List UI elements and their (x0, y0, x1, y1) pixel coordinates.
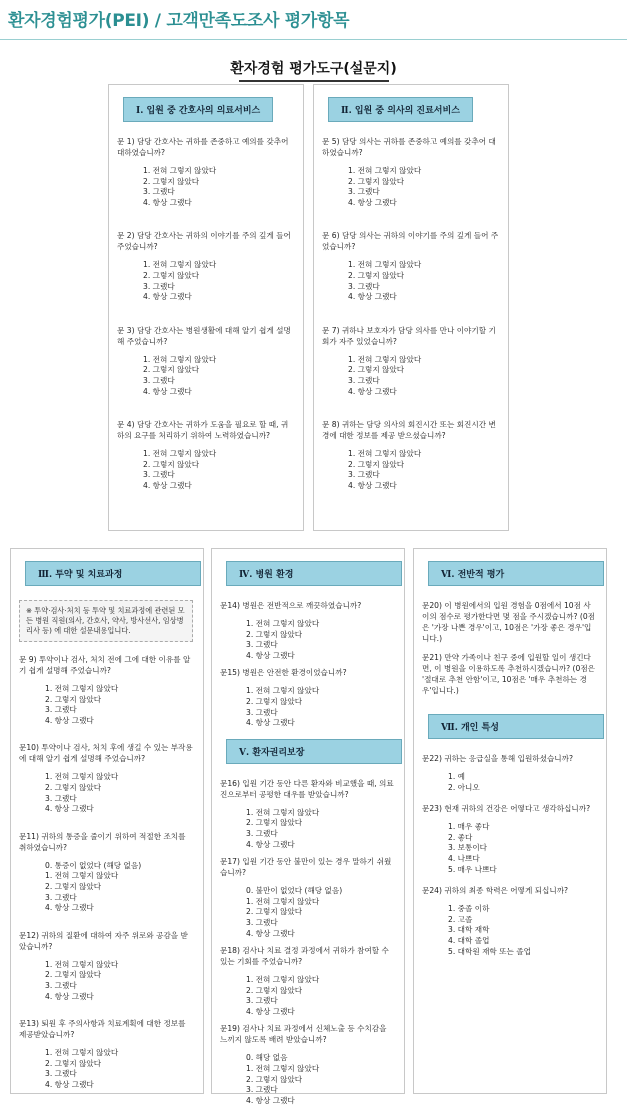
document-title: 환자경험 평가도구(설문지) (0, 58, 627, 82)
answer-option: 2. 고졸 (448, 914, 473, 924)
answer-option: 3. 보통이다 (448, 843, 488, 853)
answer-option: 1. 전혀 그렇지 않았다 (246, 1064, 320, 1074)
question-text: 문23) 현재 귀하의 건강은 어떻다고 생각하십니까? (422, 804, 591, 814)
question-text: 문13) 퇴원 후 주의사항과 치료계획에 대한 정보를 제공받았습니까? (19, 1019, 186, 1040)
answer-option: 1. 전혀 그렇지 않았다 (143, 354, 217, 364)
answer-option: 3. 그랬다 (246, 1085, 278, 1095)
question-item (220, 856, 396, 939)
question-item (19, 654, 195, 726)
question-item (220, 1023, 396, 1106)
answer-option: 2. 그렇지 않았다 (143, 365, 200, 375)
answer-option: 4. 항상 그랬다 (143, 197, 192, 207)
answer-option: 1. 전혀 그렇지 않았다 (246, 619, 320, 628)
answer-option: 3. 그랬다 (348, 470, 380, 480)
question-text: 문 8) 귀하는 담당 의사의 회진시간 또는 회진시간 변경에 대한 정보를 제공 받으셨습니까? (322, 420, 496, 441)
question-item (117, 419, 295, 491)
question-text: 문 1) 담당 간호사는 귀하를 존중하고 예의를 갖추어 대하였습니까? (117, 137, 289, 157)
question-text: 문 5) 담당 의사는 귀하를 존중하고 예의를 갖추어 대하였습니까? (322, 137, 496, 157)
title-divider (0, 39, 627, 40)
answer-option: 0. 통증이 없었다 (해당 없음) (45, 860, 142, 870)
option-list (246, 886, 396, 939)
answer-option: 2. 그렇지 않았다 (143, 270, 200, 280)
answer-option: 3. 그랬다 (246, 917, 278, 927)
answer-option: 0. 불만이 없었다 (해당 없음) (246, 886, 343, 896)
answer-option: 2. 그렇지 않았다 (348, 365, 405, 375)
answer-option: 3. 그랬다 (246, 707, 278, 717)
question-item (19, 1018, 195, 1090)
answer-option: 4. 대학 졸업 (448, 935, 490, 945)
section-panel-3 (10, 548, 204, 1094)
answer-option: 1. 전혀 그렇지 않았다 (348, 449, 422, 459)
answer-option: 2. 그렇지 않았다 (246, 629, 303, 639)
answer-option: 2. 그렇지 않았다 (45, 970, 102, 980)
option-list (45, 1048, 195, 1090)
question-text: 문11) 귀하의 통증을 줄이기 위하여 적절한 조치를 취하였습니까? (19, 831, 186, 852)
option-list (246, 686, 396, 728)
option-list (448, 822, 598, 875)
option-list (246, 619, 396, 661)
section-title: Ⅳ. 병원 환경 (226, 561, 402, 586)
answer-option: 4. 항상 그랬다 (348, 386, 397, 396)
section-title: Ⅴ. 환자권리보장 (226, 739, 402, 764)
option-list (45, 684, 195, 726)
answer-option: 4. 항상 그랬다 (348, 480, 397, 490)
answer-option: 4. 항상 그랬다 (246, 718, 295, 728)
answer-option: 3. 그랬다 (143, 281, 175, 291)
question-list (19, 654, 195, 1090)
answer-option: 2. 그렇지 않았다 (143, 176, 200, 186)
question-item (422, 753, 598, 793)
option-list (246, 975, 396, 1017)
question-text: 문17) 입원 기간 동안 불만이 있는 경우 말하기 쉬웠습니까? (220, 857, 392, 878)
answer-option: 4. 항상 그랬다 (45, 1079, 94, 1089)
answer-option: 1. 매우 좋다 (448, 822, 490, 832)
answer-option: 1. 전혀 그렇지 않았다 (45, 959, 119, 969)
answer-option: 2. 그렇지 않았다 (348, 459, 405, 469)
section-note: ※ 투약·검사·처치 등 투약 및 치료과정에 관련된 모든 병원 직원(의사, 간호사, 약사, 방사선사, 임상병리사 등) 에 대한 설문내용입니다. (19, 600, 193, 642)
answer-option: 3. 그랬다 (45, 892, 77, 902)
answer-option: 3. 그랬다 (246, 828, 278, 838)
question-item (117, 230, 295, 302)
question-text: 문 4) 담당 간호사는 귀하가 도움을 필요로 할 때, 귀하의 요구를 처리하기 위하여 노력하였습니까? (117, 420, 289, 441)
question-list (422, 600, 598, 696)
answer-option: 2. 그렇지 않았다 (143, 459, 200, 469)
section-title: Ⅰ. 입원 중 간호사의 의료서비스 (123, 97, 273, 122)
option-list (448, 904, 598, 957)
option-list (143, 355, 295, 397)
question-list (220, 600, 396, 729)
answer-option: 4. 나쁘다 (448, 853, 480, 863)
question-item (322, 419, 500, 491)
answer-option: 3. 그랬다 (348, 375, 380, 385)
section-title: Ⅵ. 전반적 평가 (428, 561, 604, 586)
answer-option: 1. 전혀 그렇지 않았다 (246, 807, 320, 817)
answer-option: 4. 항상 그랬다 (348, 292, 397, 302)
answer-option: 2. 그렇지 않았다 (246, 985, 303, 995)
answer-option: 1. 전혀 그렇지 않았다 (246, 896, 320, 906)
answer-option: 4. 항상 그랬다 (45, 715, 94, 725)
answer-option: 3. 그랬다 (143, 375, 175, 385)
answer-option: 1. 전혀 그렇지 않았다 (246, 975, 320, 985)
question-item (19, 831, 195, 914)
question-text: 문 6) 담당 의사는 귀하의 이야기를 주의 깊게 들어 주었습니까? (322, 231, 499, 252)
question-item (19, 742, 195, 814)
answer-option: 1. 전혀 그렇지 않았다 (348, 166, 422, 175)
question-text: 문24) 귀하의 최종 학력은 어떻게 되십니까? (422, 886, 569, 896)
answer-option: 2. 그렇지 않았다 (246, 818, 303, 828)
answer-option: 1. 전혀 그렇지 않았다 (143, 166, 217, 175)
answer-option: 4. 항상 그랬다 (143, 480, 192, 490)
question-item (322, 230, 500, 302)
question-item (19, 930, 195, 1002)
page-title: 환자경험평가(PEI) / 고객만족도조사 평가항목 (8, 11, 350, 31)
section-title: Ⅲ. 투약 및 치료과정 (25, 561, 201, 586)
answer-option: 3. 그랬다 (45, 705, 77, 715)
answer-option: 2. 아니오 (448, 782, 480, 792)
answer-option: 4. 항상 그랬다 (246, 650, 295, 660)
option-list (348, 355, 500, 397)
question-text: 문 2) 담당 간호사는 귀하의 이야기를 주의 깊게 들어 주었습니까? (117, 231, 291, 252)
section-panel-4-5 (211, 548, 405, 1105)
answer-option: 1. 전혀 그렇지 않았다 (246, 686, 320, 696)
question-item (220, 600, 396, 661)
answer-option: 2. 그렇지 않았다 (348, 270, 405, 280)
section-title: Ⅶ. 개인 특성 (428, 714, 604, 739)
question-text: 문21) 만약 가족이나 친구 중에 입원할 일이 생긴다면, 이 병원을 이용하도록 추천하시겠습니까? (0점은 '절대로 추천 안함'이고, 10점은 '매우 추천하는 경우'입니다.) (422, 653, 596, 695)
answer-option: 1. 전혀 그렇지 않았다 (143, 449, 217, 459)
question-text: 문14) 병원은 전반적으로 깨끗하였습니까? (220, 601, 362, 610)
answer-option: 4. 항상 그랬다 (45, 903, 94, 913)
option-list (143, 260, 295, 302)
answer-option: 3. 그랬다 (45, 1069, 77, 1079)
answer-option: 2. 그렇지 않았다 (45, 782, 102, 792)
question-text: 문10) 투약이나 검사, 처치 후에 생길 수 있는 부작용에 대해 알기 쉽게 설명해 주었습니까? (19, 743, 193, 764)
question-text: 문 3) 담당 간호사는 병원생활에 대해 알기 쉽게 설명해 주었습니까? (117, 325, 291, 346)
option-list (348, 260, 500, 302)
question-text: 문18) 검사나 치료 결정 과정에서 귀하가 참여할 수 있는 기회를 주었습니까? (220, 946, 389, 967)
answer-option: 1. 예 (448, 772, 465, 781)
question-item (422, 885, 598, 957)
option-list (45, 960, 195, 1002)
question-text: 문15) 병원은 안전한 환경이었습니까? (220, 668, 347, 678)
answer-option: 3. 그랬다 (246, 996, 278, 1006)
question-list (117, 136, 295, 492)
answer-option: 4. 항상 그랬다 (45, 991, 94, 1001)
answer-option: 1. 전혀 그렇지 않았다 (348, 260, 422, 270)
answer-option: 4. 항상 그랬다 (246, 839, 295, 849)
option-list (246, 808, 396, 850)
answer-option: 4. 항상 그랬다 (348, 197, 397, 207)
section-panel-2 (313, 84, 509, 531)
question-item (117, 325, 295, 397)
answer-option: 2. 그렇지 않았다 (246, 696, 303, 706)
question-list (422, 753, 598, 957)
question-item (117, 136, 295, 208)
question-text: 문 9) 투약이나 검사, 처치 전에 그에 대한 이유를 알기 쉽게 설명해 주었습니까? (19, 655, 191, 675)
question-item (422, 803, 598, 875)
question-text: 문 7) 귀하나 보호자가 담당 의사를 만나 이야기할 기회가 자주 있었습니까? (322, 325, 496, 346)
question-item (220, 667, 396, 728)
answer-option: 1. 전혀 그렇지 않았다 (45, 1048, 119, 1058)
option-list (448, 772, 598, 793)
answer-option: 4. 항상 그랬다 (246, 1006, 295, 1016)
option-list (143, 449, 295, 491)
answer-option: 1. 전혀 그렇지 않았다 (143, 260, 217, 270)
question-list (322, 136, 500, 492)
answer-option: 4. 항상 그랬다 (246, 928, 295, 938)
answer-option: 2. 그렇지 않았다 (246, 1074, 303, 1084)
answer-option: 3. 그랬다 (143, 470, 175, 480)
question-item (322, 136, 500, 208)
option-list (45, 772, 195, 814)
answer-option: 3. 그랬다 (45, 793, 77, 803)
option-list (45, 861, 195, 914)
answer-option: 2. 그렇지 않았다 (45, 881, 102, 891)
question-item (220, 778, 396, 850)
section-title: Ⅱ. 입원 중 의사의 진료서비스 (328, 97, 473, 122)
option-list (246, 1053, 396, 1106)
answer-option: 2. 그렇지 않았다 (246, 907, 303, 917)
answer-option: 2. 그렇지 않았다 (348, 176, 405, 186)
answer-option: 1. 전혀 그렇지 않았다 (348, 354, 422, 364)
question-list (220, 778, 396, 1106)
answer-option: 4. 항상 그랬다 (143, 292, 192, 302)
question-item (220, 945, 396, 1017)
option-list (143, 166, 295, 208)
section-panel-1 (108, 84, 304, 531)
answer-option: 0. 해당 없음 (246, 1053, 288, 1063)
question-text: 문22) 귀하는 응급실을 통해 입원하셨습니까? (422, 754, 574, 763)
question-item (322, 325, 500, 397)
question-text: 문12) 귀하의 질환에 대하여 자주 위로와 공감을 받았습니까? (19, 930, 188, 951)
answer-option: 2. 그렇지 않았다 (45, 694, 102, 704)
answer-option: 1. 중졸 이하 (448, 904, 490, 914)
answer-option: 3. 그랬다 (143, 187, 175, 197)
answer-option: 5. 매우 나쁘다 (448, 864, 497, 874)
question-text: 문16) 입원 기간 동안 다른 환자와 비교했을 때, 의료진으로부터 공평한 대우를 받았습니까? (220, 778, 394, 799)
answer-option: 3. 그랬다 (348, 281, 380, 291)
answer-option: 2. 좋다 (448, 832, 473, 842)
question-item (422, 652, 598, 696)
answer-option: 3. 그랬다 (45, 980, 77, 990)
answer-option: 4. 항상 그랬다 (45, 804, 94, 814)
answer-option: 1. 전혀 그렇지 않았다 (45, 871, 119, 881)
answer-option: 4. 항상 그랬다 (246, 1095, 295, 1105)
question-text: 문19) 검사나 치료 과정에서 신체노출 등 수치감을 느끼지 않도록 배려 받았습니까? (220, 1024, 387, 1045)
answer-option: 5. 대학원 재학 또는 졸업 (448, 946, 531, 956)
question-item (422, 600, 598, 644)
option-list (348, 166, 500, 208)
answer-option: 1. 전혀 그렇지 않았다 (45, 772, 119, 782)
answer-option: 2. 그렇지 않았다 (45, 1058, 102, 1068)
answer-option: 1. 전혀 그렇지 않았다 (45, 684, 119, 693)
question-text: 문20) 이 병원에서의 입원 경험을 0점에서 10점 사이의 점수로 평가한다면 몇 점을 주시겠습니까? (0점은 '가장 나쁜 경우'이고, 10점은 '가장 좋은 경우'입니다.) (422, 601, 596, 643)
answer-option: 4. 항상 그랬다 (143, 386, 192, 396)
answer-option: 3. 그랬다 (348, 187, 380, 197)
answer-option: 3. 그랬다 (246, 640, 278, 650)
option-list (348, 449, 500, 491)
answer-option: 3. 대학 재학 (448, 925, 490, 935)
section-panel-6-7 (413, 548, 607, 1094)
